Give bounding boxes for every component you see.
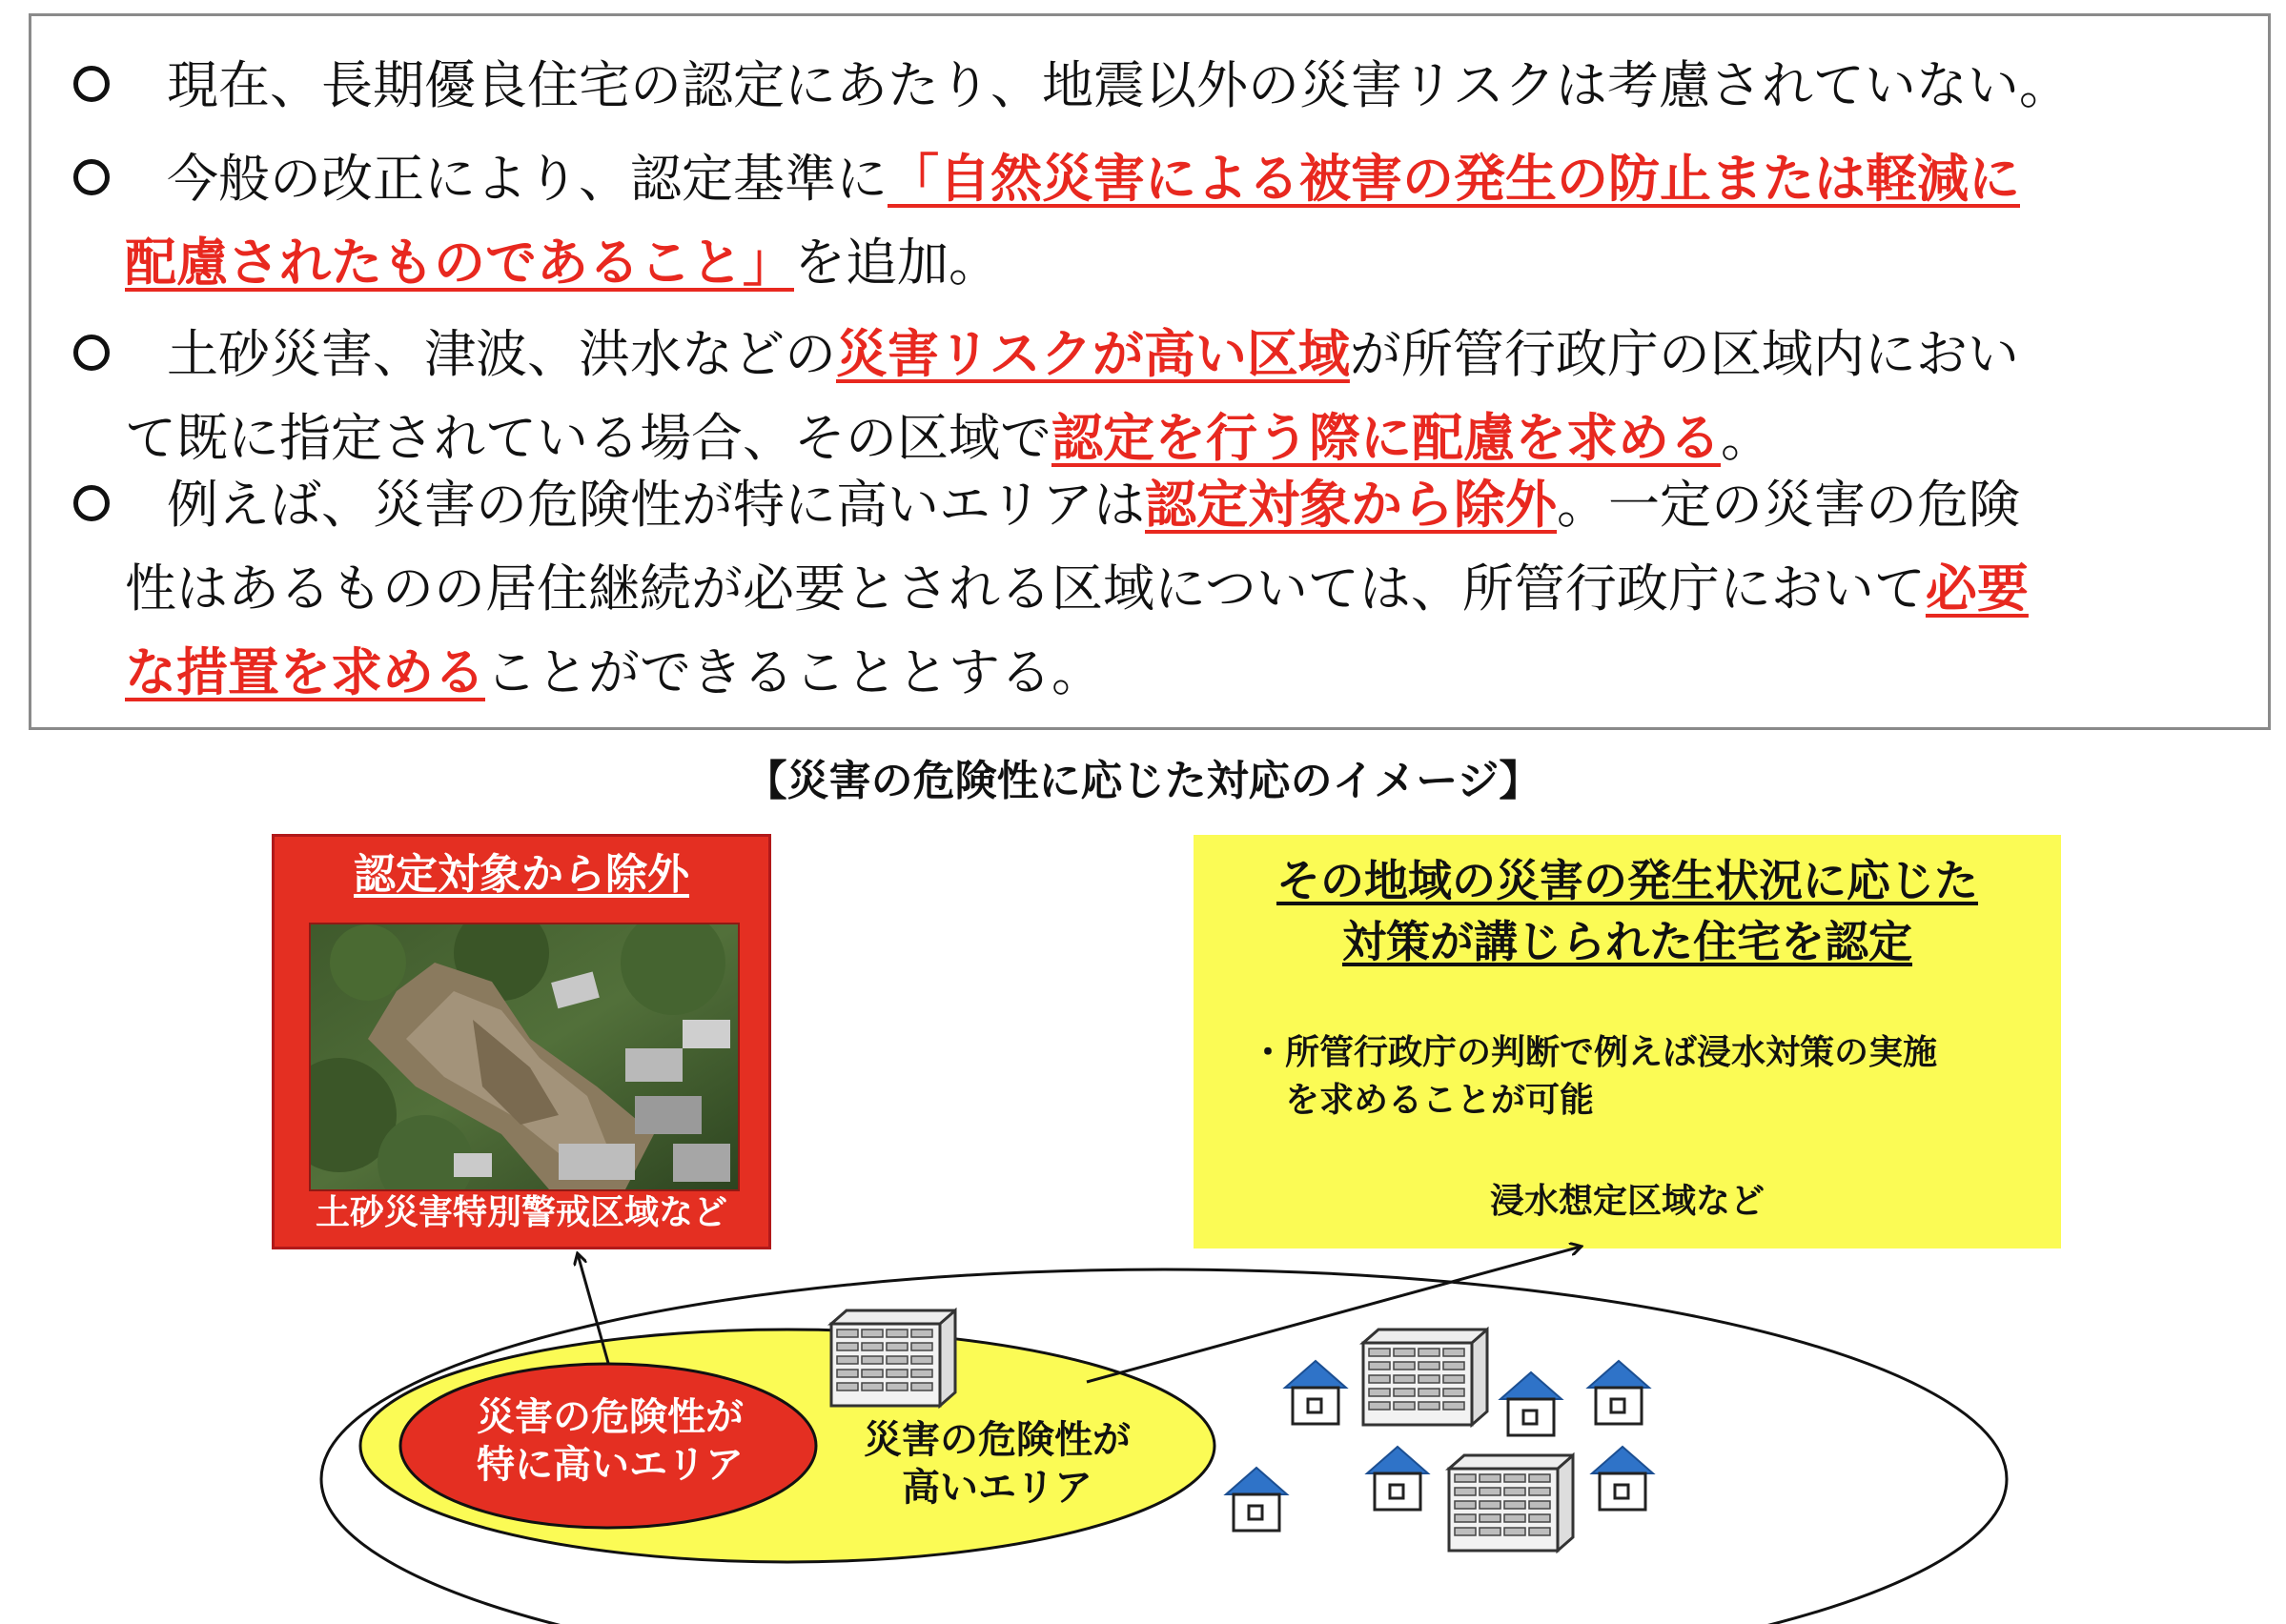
bullet-text: て既に指定されている場合、その区域で [125,408,1051,468]
emphasis-text: 災害リスクが高い区域 [836,324,1350,384]
emphasis-text: 「自然災害による被害の発生の防止または軽減に [888,149,2020,209]
emphasis-text: 認定を行う際に配慮を求める [1051,408,1721,468]
apartment-icon [1449,1455,1573,1551]
bullet-text: が所管行政庁の区域内におい [1349,324,2019,384]
measures-heading-line-1: その地域の災害の発生状況に応じた [1276,855,1978,906]
very-high-risk-label-line-1: 災害の危険性が [477,1395,744,1439]
bullet-text: ことができることとする。 [485,642,1103,702]
emphasis-text: 必要 [1925,558,2029,619]
measures-caption: 浸水想定区域など [1489,1182,1765,1221]
bullet-text: 。一定の災害の危険 [1557,475,2020,535]
emphasis-text: な措置を求める [125,642,485,702]
high-risk-label-line-2: 高いエリア [902,1466,1092,1510]
measures-note-line-2: を求めることが可能 [1251,1081,1595,1120]
bullet-text: を追加。 [794,233,1000,293]
measures-heading-line-2: 対策が講じられた住宅を認定 [1342,916,1912,967]
diagram-title: 【災害の危険性に応じた対応のイメージ】 [745,757,1541,805]
measures-note-line-1: ・所管行政庁の判断で例えば浸水対策の実施 [1251,1033,1938,1072]
apartment-icon [831,1310,955,1406]
high-risk-label-line-1: 災害の危険性が [864,1418,1131,1462]
very-high-risk-label [410,1393,810,1489]
excluded-caption: 土砂災害特別警戒区域など [315,1193,727,1232]
high-risk-label [826,1416,1169,1512]
bullet-text: 例えば、災害の危険性が特に高いエリアは [167,475,1145,535]
bullet-text: 現在、長期優良住宅の認定にあたり、地震以外の災害リスクは考慮されていない。 [167,55,2071,115]
very-high-risk-label-line-2: 特に高いエリア [477,1443,744,1487]
bullet-text: 。 [1721,408,1772,468]
emphasis-text: 配慮されたものであること」 [125,233,794,293]
bullet-text: 性はあるものの居住継続が必要とされる区域については、所管行政庁において [125,558,1926,619]
bullet-text: 今般の改正により、認定基準に [167,149,888,209]
apartment-icon [1363,1330,1487,1425]
bullet-text: 土砂災害、津波、洪水などの [167,324,836,384]
excluded-heading: 認定対象から除外 [354,850,689,899]
emphasis-text: 認定対象から除外 [1145,475,1557,535]
